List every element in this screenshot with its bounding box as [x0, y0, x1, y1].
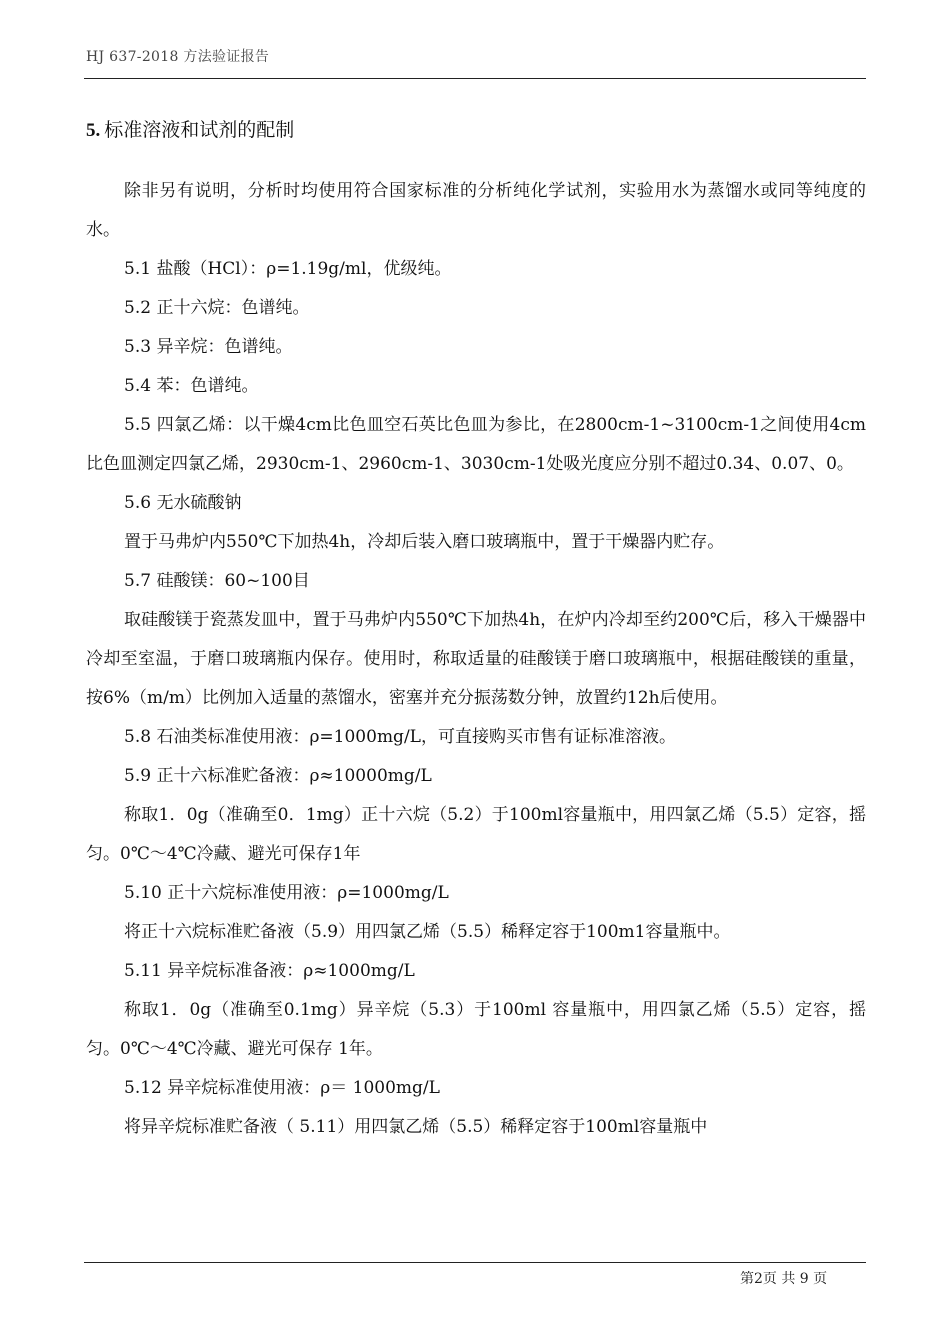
list-item-5-5: 5.5 四氯乙烯：以干燥4cm比色皿空石英比色皿为参比，在2800cm-1~3100cm-1之间使用4cm比色皿测定四氯乙烯，2930cm-1、2960cm-1、3030cm-1处吸光度应分别不超过0.34、0.07、0。 [86, 415, 866, 474]
section-number: 5. [86, 120, 101, 141]
list-item-5-4: 5.4 苯：色谱纯。 [124, 376, 259, 396]
list-item-5-10: 5.10 正十六烷标准使用液：ρ=1000mg/L [124, 883, 449, 903]
list-item-5-8: 5.8 石油类标准使用液：ρ=1000mg/L，可直接购买市售有证标准溶液。 [124, 727, 676, 747]
list-item-5-1: 5.1 盐酸（HCl）：ρ=1.19g/ml，优级纯。 [124, 259, 452, 279]
list-item-5-11: 5.11 异辛烷标准备液：ρ≈1000mg/L [124, 961, 415, 981]
page-number: 第2页 共 9 页 [740, 1271, 828, 1287]
paragraph-5-10-detail: 将正十六烷标准贮备液（5.9）用四氯乙烯（5.5）稀释定容于100m1容量瓶中。 [124, 922, 731, 942]
intro-paragraph: 除非另有说明，分析时均使用符合国家标准的分析纯化学试剂，实验用水为蒸馏水或同等纯度的水。 [86, 181, 866, 240]
paragraph-5-12-detail: 将异辛烷标准贮备液（ 5.11）用四氯乙烯（5.5）稀释定容于100ml容量瓶中 [124, 1117, 708, 1137]
document-header: HJ 637-2018 方法验证报告 [86, 49, 270, 65]
document-body [86, 118, 866, 1147]
list-item-5-9: 5.9 正十六标准贮备液：ρ≈10000mg/L [124, 766, 432, 786]
paragraph-5-9-detail: 称取1．0g（准确至0．1mg）正十六烷（5.2）于100ml容量瓶中，用四氯乙烯（5.5）定容，摇匀。0℃～4℃冷藏、避光可保存1年 [86, 805, 866, 864]
list-item-5-12: 5.12 异辛烷标准使用液：ρ＝ 1000mg/L [124, 1078, 440, 1098]
paragraph-5-6-detail: 置于马弗炉内550℃下加热4h，冷却后装入磨口玻璃瓶中，置于干燥器内贮存。 [124, 532, 725, 552]
paragraph-5-7-detail: 取硅酸镁于瓷蒸发皿中，置于马弗炉内550℃下加热4h，在炉内冷却至约200℃后，移入干燥器中冷却至室温，于磨口玻璃瓶内保存。使用时，称取适量的硅酸镁于磨口玻璃瓶中，根据硅酸镁的重量，按6%（m/m）比例加入适量的蒸馏水，密塞并充分振荡数分钟，放置约12h后使用。 [86, 610, 866, 708]
list-item-5-7: 5.7 硅酸镁：60~100目 [124, 571, 310, 591]
footer-divider [84, 1262, 866, 1263]
paragraph-5-11-detail: 称取1．0g（准确至0.1mg）异辛烷（5.3）于100ml 容量瓶中，用四氯乙烯（5.5）定容，摇匀。0℃～4℃冷藏、避光可保存 1年。 [86, 1000, 866, 1059]
section-title: 标准溶液和试剂的配制 [104, 119, 295, 141]
section-heading [86, 118, 866, 142]
list-item-5-6: 5.6 无水硫酸钠 [124, 493, 242, 513]
list-item-5-3: 5.3 异辛烷：色谱纯。 [124, 337, 293, 357]
header-divider [84, 78, 866, 79]
list-item-5-2: 5.2 正十六烷：色谱纯。 [124, 298, 310, 318]
